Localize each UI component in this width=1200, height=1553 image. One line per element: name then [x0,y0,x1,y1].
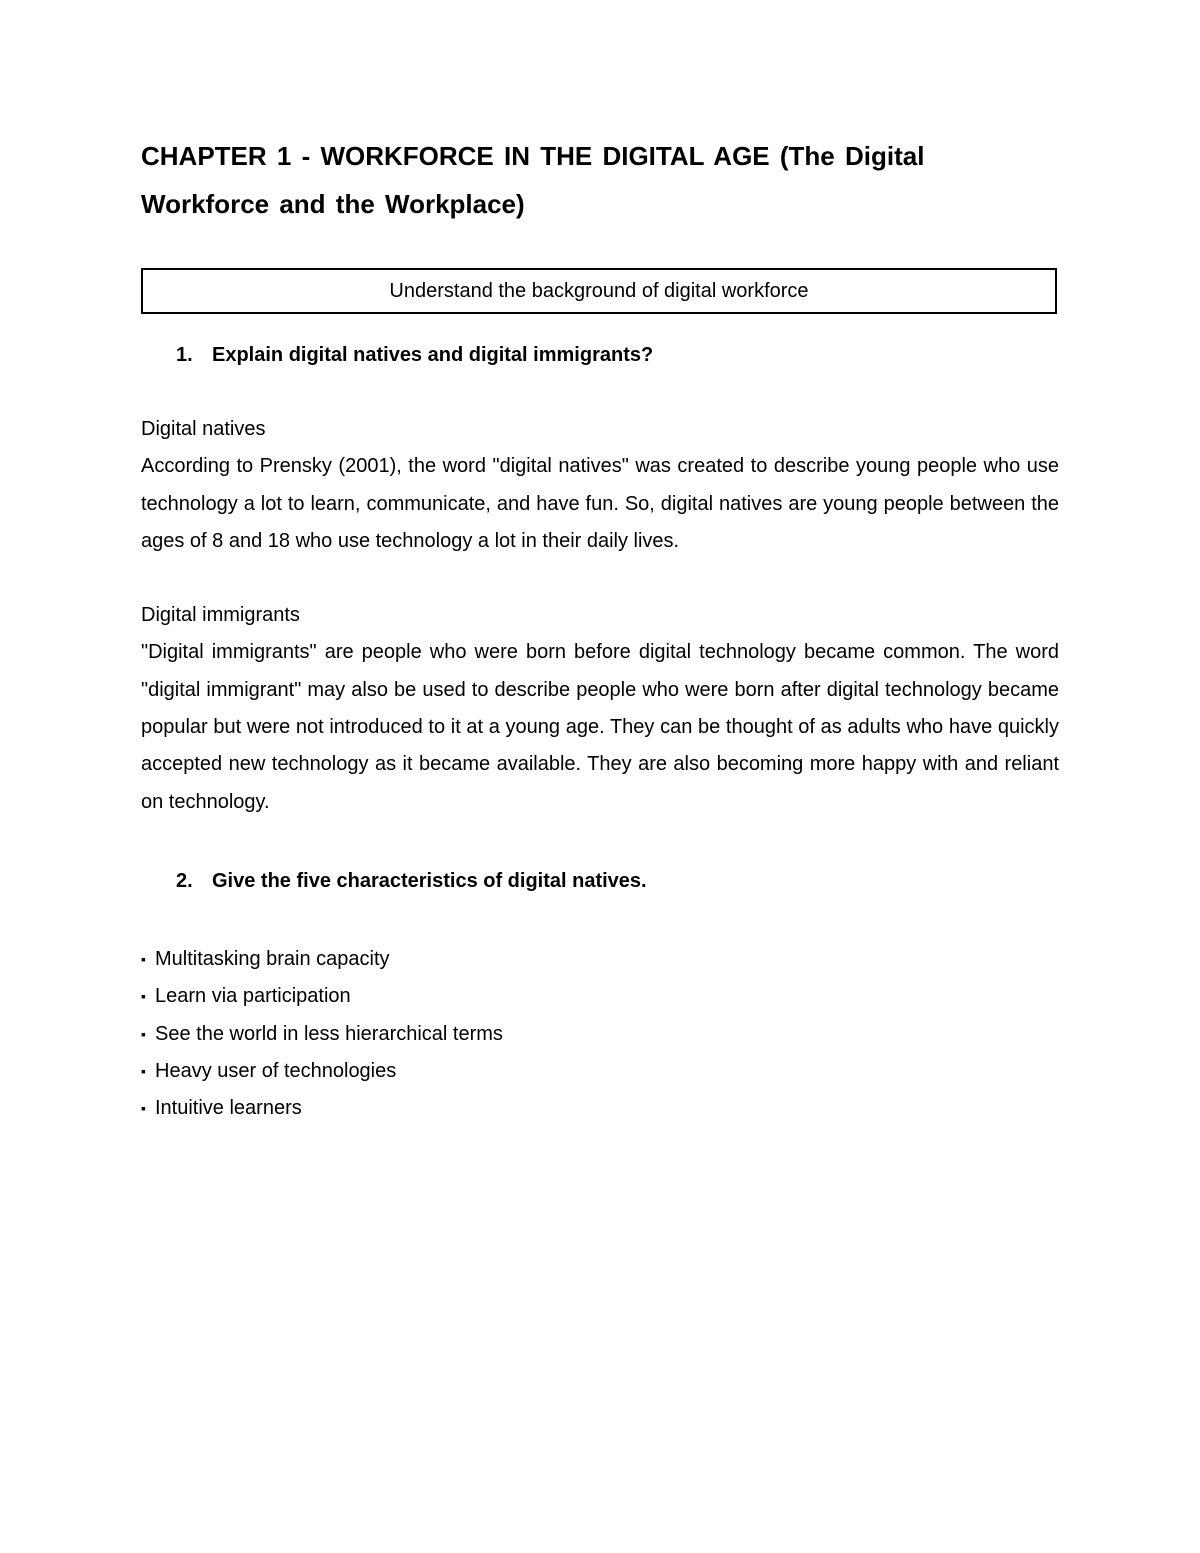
objective-text: Understand the background of digital workforce [389,279,809,302]
document-page [141,132,1059,1127]
question-2-text: Give the five characteristics of digital natives. [212,869,647,892]
paragraph-digital-natives: According to Prensky (2001), the word "digital natives" was created to describe young people who use technology a lot to learn, communicate, and have fun. So, digital natives are young people between the ages of 8 and 18 who use technology a lot in their daily lives. [141,455,1059,552]
bullet-icon: ▪ [141,988,146,1005]
list-item-text: Learn via participation [155,985,351,1008]
list-item [141,1053,1059,1090]
chapter-title [141,132,1059,228]
term-digital-immigrants: Digital immigrants [141,604,300,627]
chapter-title-line-2: Workforce and the Workplace) [141,189,525,219]
list-item [141,978,1059,1015]
question-1-number: 1. [176,344,193,366]
question-2 [141,870,1059,893]
question-2-number: 2. [176,869,193,892]
list-item-text: See the world in less hierarchical terms [155,1022,503,1045]
list-item-text: Multitasking brain capacity [155,947,390,970]
chapter-title-line-1: CHAPTER 1 - WORKFORCE IN THE DIGITAL AGE (The Digital [141,141,925,171]
term-digital-natives: Digital natives [141,418,266,440]
bullet-icon: ▪ [141,1100,146,1117]
bullet-icon: ▪ [141,950,146,967]
objective-box [141,268,1057,314]
list-item [141,1016,1059,1053]
list-item-text: Intuitive learners [155,1097,302,1120]
list-item [141,1090,1059,1127]
bullet-icon: ▪ [141,1062,146,1079]
paragraph-digital-immigrants: "Digital immigrants" are people who were born before digital technology became common. The word "digital immigrant" may also be used to describe people who were born after digital technology became popular but were not introduced to it at a young age. They can be thought of as adults who have quickly accepted new technology as it became available. They are also becoming more happy with and reliant on technology. [141,641,1059,813]
list-item-text: Heavy user of technologies [155,1059,397,1082]
question-1-text: Explain digital natives and digital immigrants? [212,344,654,366]
characteristics-list [141,941,1059,1127]
list-item [141,941,1059,978]
bullet-icon: ▪ [141,1025,146,1042]
question-1 [141,344,1059,367]
